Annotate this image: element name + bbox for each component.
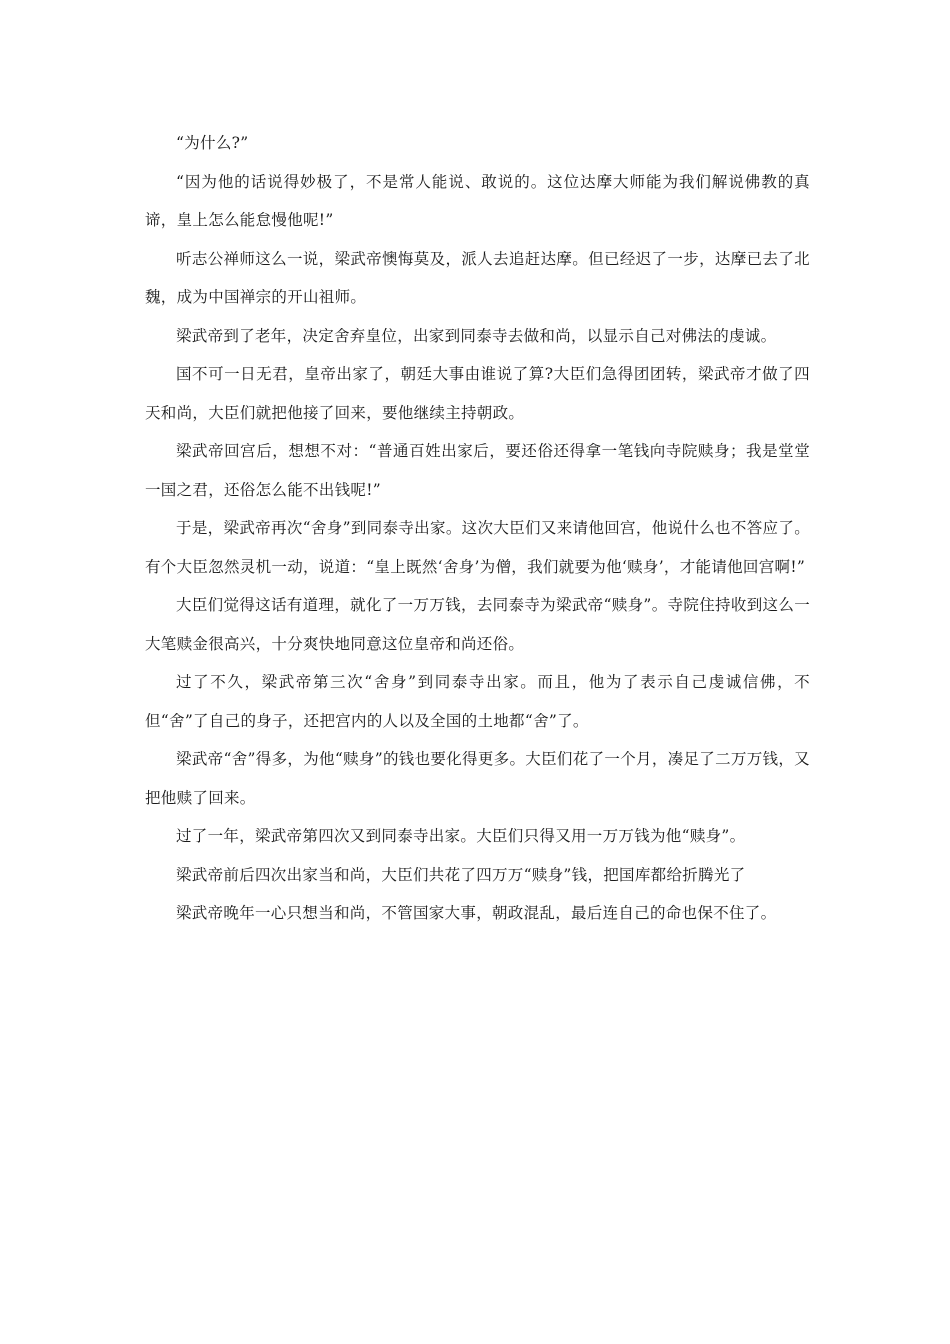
paragraph: “为什么?” bbox=[176, 134, 249, 152]
paragraph: 梁武帝“舍”得多，为他“赎身”的钱也要化得更多。大臣们花了一个月，凑足了二万万钱，又把他赎了回来。 bbox=[145, 750, 810, 807]
paragraph: 梁武帝回宫后，想想不对：“普通百姓出家后，要还俗还得拿一笔钱向寺院赎身；我是堂堂一国之君，还俗怎么能不出钱呢!” bbox=[145, 442, 810, 499]
paragraph: 国不可一日无君，皇帝出家了，朝廷大事由谁说了算?大臣们急得团团转，梁武帝才做了四天和尚，大臣们就把他接了回来，要他继续主持朝政。 bbox=[145, 365, 810, 422]
body-text bbox=[145, 124, 810, 933]
paragraph: 听志公禅师这么一说，梁武帝懊悔莫及，派人去追赶达摩。但已经迟了一步，达摩已去了北魏，成为中国禅宗的开山祖师。 bbox=[145, 249, 810, 306]
paragraph: 梁武帝晚年一心只想当和尚，不管国家大事，朝政混乱，最后连自己的命也保不住了。 bbox=[176, 904, 777, 922]
paragraph: 大臣们觉得这话有道理，就化了一万万钱，去同泰寺为梁武帝“赎身”。寺院住持收到这么一大笔赎金很高兴，十分爽快地同意这位皇帝和尚还俗。 bbox=[145, 596, 810, 653]
paragraph: 于是，梁武帝再次“舍身”到同泰寺出家。这次大臣们又来请他回宫，他说什么也不答应了。有个大臣忽然灵机一动，说道：“皇上既然‘舍身’为僧，我们就要为他‘赎身’，才能请他回宫啊!” bbox=[145, 519, 810, 576]
paragraph: 过了一年，梁武帝第四次又到同泰寺出家。大臣们只得又用一万万钱为他“赎身”。 bbox=[176, 827, 746, 845]
paragraph: “因为他的话说得妙极了，不是常人能说、敢说的。这位达摩大师能为我们解说佛教的真谛，皇上怎么能怠慢他呢!” bbox=[145, 172, 810, 229]
paragraph: 梁武帝到了老年，决定舍弃皇位，出家到同泰寺去做和尚，以显示自己对佛法的虔诚。 bbox=[176, 326, 777, 345]
paragraph: 梁武帝前后四次出家当和尚，大臣们共花了四万万“赎身”钱，把国库都给折腾光了 bbox=[176, 865, 746, 884]
paragraph: 过了不久，梁武帝第三次“舍身”到同泰寺出家。而且，他为了表示自己虔诚信佛，不但“舍”了自己的身子，还把宫内的人以及全国的土地都“舍”了。 bbox=[145, 673, 810, 730]
